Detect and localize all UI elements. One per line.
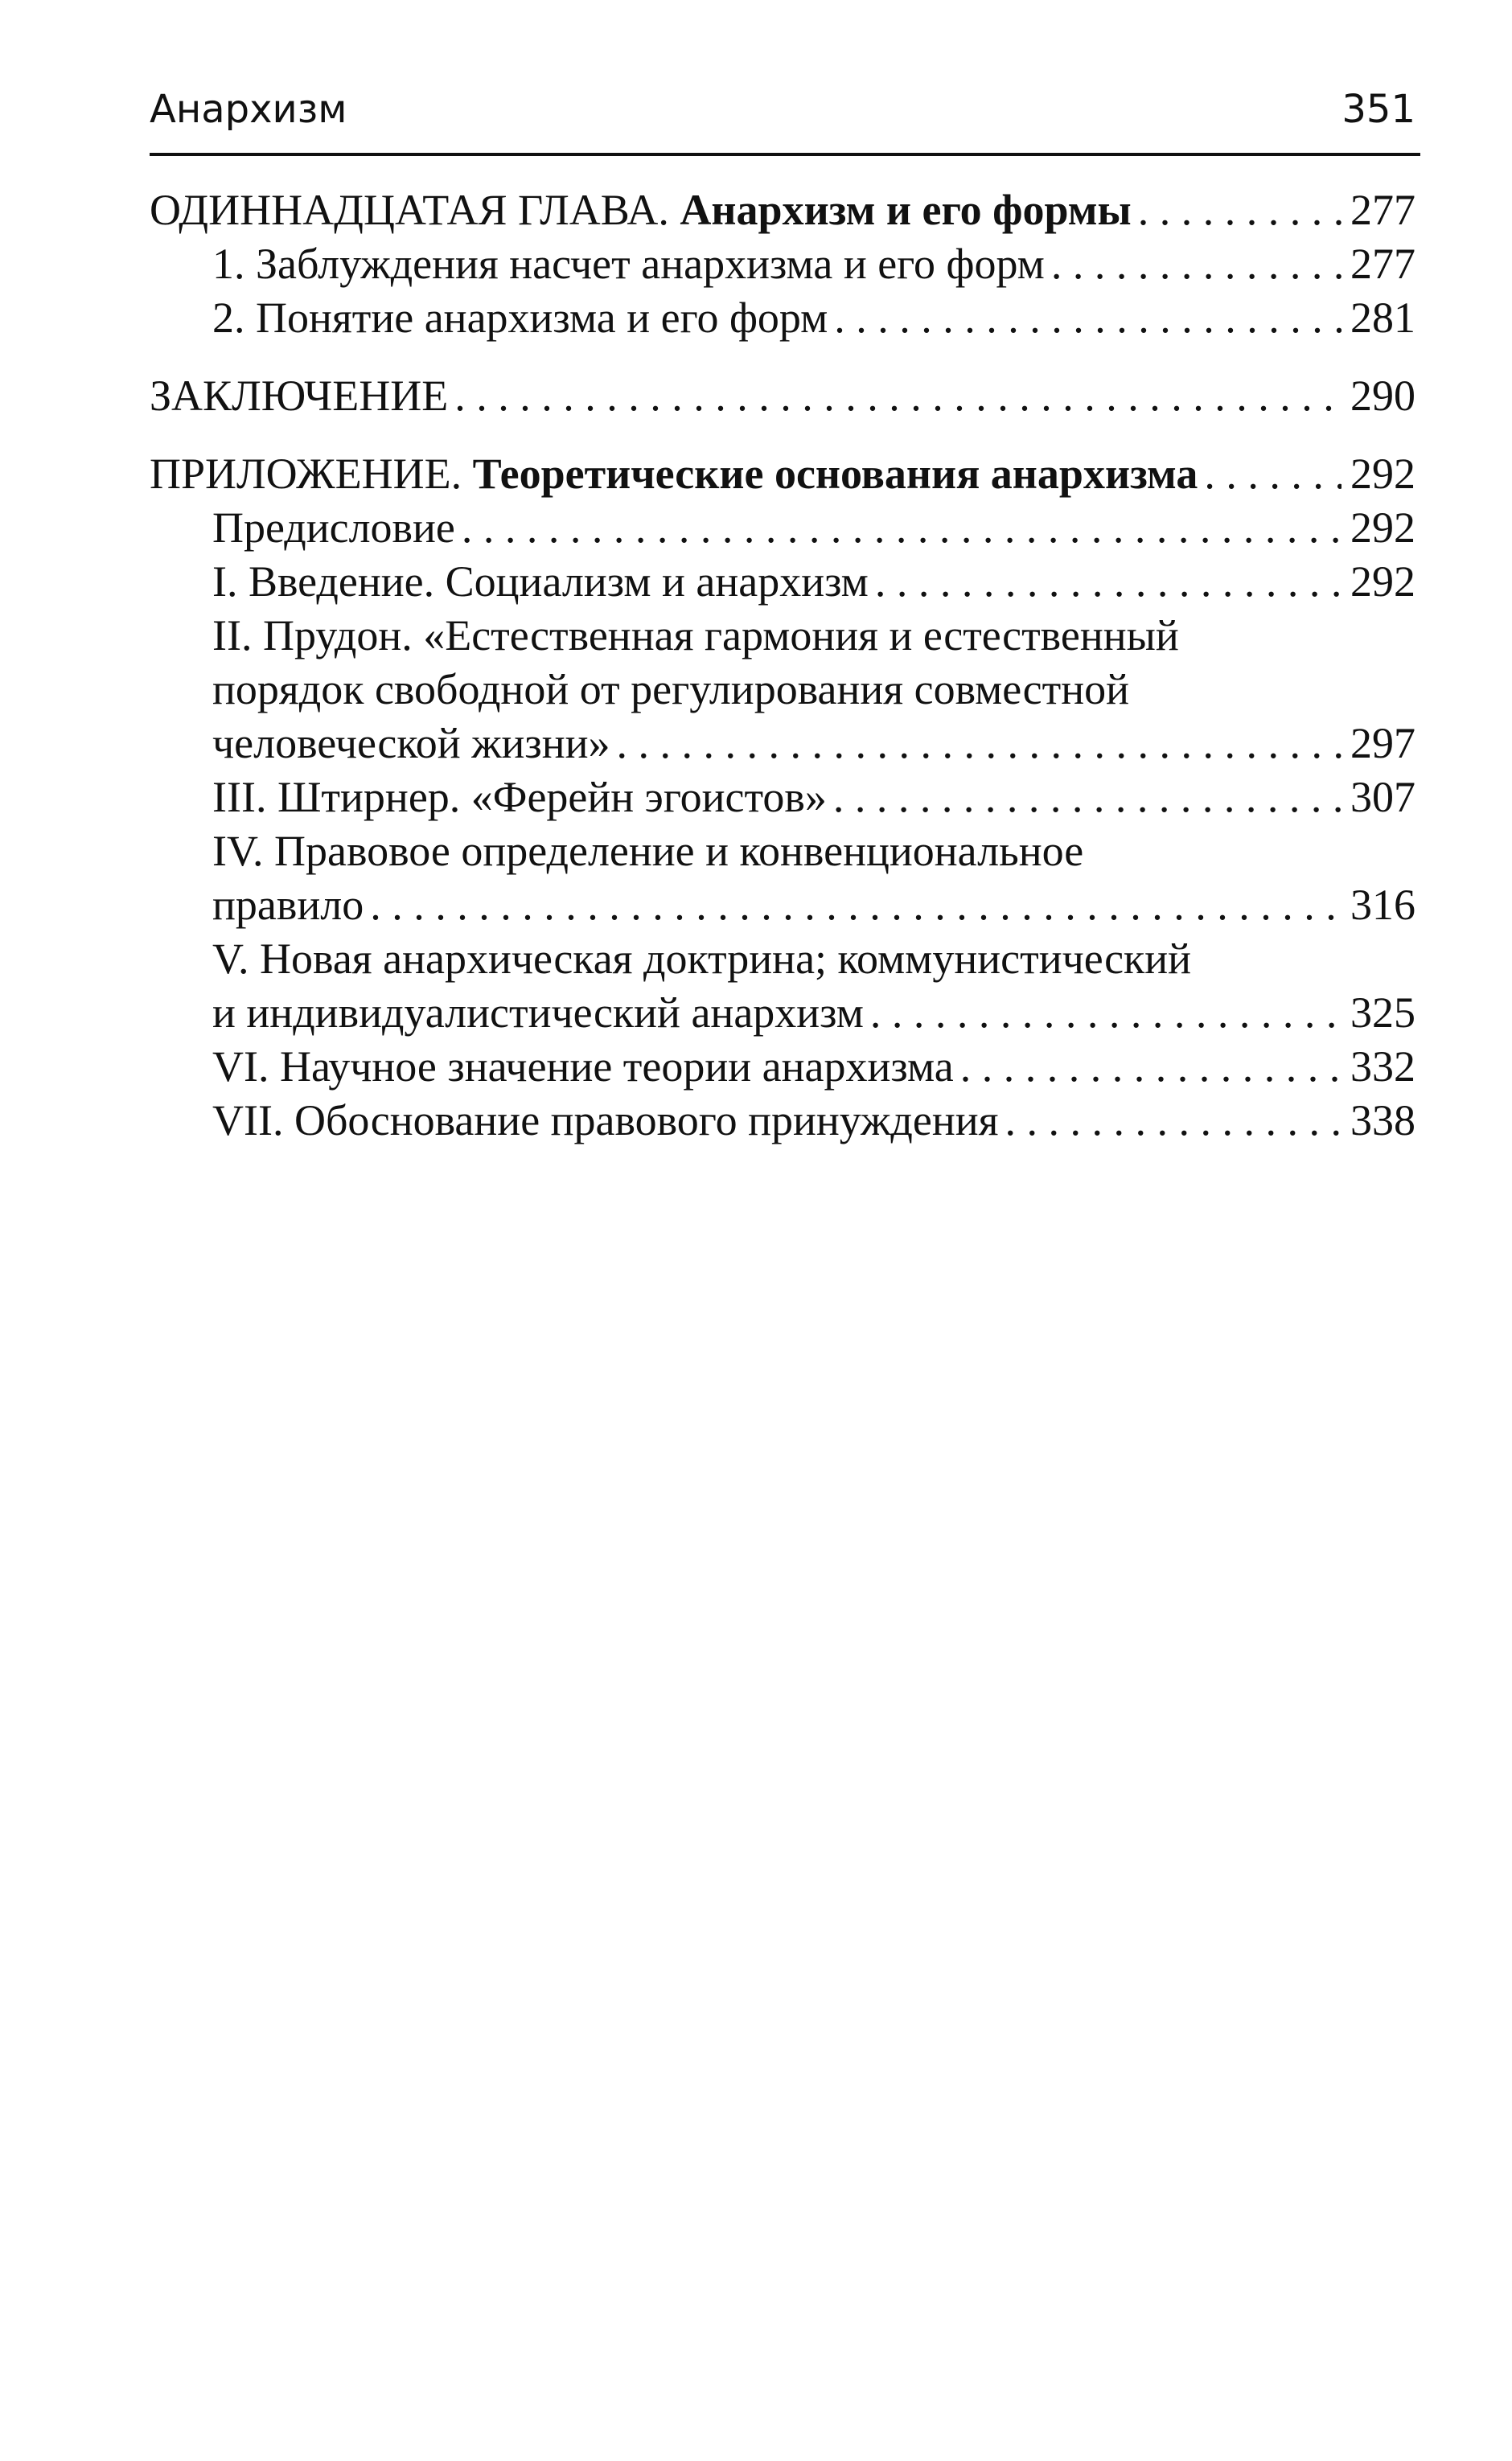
toc-page-ref: 297 [1350,719,1415,767]
toc-page-ref: 292 [1350,503,1415,552]
dot-leader [1138,183,1341,237]
toc-entry-title-line: порядок свободной от регулирования совместной [212,665,1129,713]
toc-entry-label: ОДИННАДЦАТАЯ ГЛАВА. [150,186,680,234]
dot-leader [1005,1094,1341,1148]
toc-page-ref: 281 [1350,294,1415,342]
toc-page-ref: 307 [1350,773,1415,821]
toc-entry-section-11-1[interactable] [150,237,1415,291]
table-of-contents [150,183,1415,1148]
toc-entry-title-line: V. Новая анархическая доктрина; коммунистический [212,935,1192,983]
page-number: 351 [1341,87,1415,132]
dot-leader [1051,237,1341,291]
toc-entry-last-line [150,986,1415,1040]
dot-leader [462,501,1341,555]
toc-entry-title: правило [212,881,364,929]
toc-entry-section-v[interactable] [150,932,1415,1040]
toc-entry-section-vi[interactable] [150,1040,1415,1094]
running-header [150,74,1420,156]
toc-entry-conclusion[interactable] [150,369,1415,423]
toc-page-ref: 292 [1350,557,1415,606]
toc-entry-section-iv[interactable] [150,824,1415,932]
toc-entry-title: ЗАКЛЮЧЕНИЕ [150,372,449,420]
toc-entry-title: 1. Заблуждения насчет анархизма и его форм [212,240,1045,288]
toc-page-ref: 316 [1350,881,1415,929]
toc-entry-title: I. Введение. Социализм и анархизм [212,557,869,606]
toc-entry-bold-title: Теоретические основания анархизма [472,450,1198,498]
toc-entry-section-iii[interactable] [150,770,1415,824]
toc-entry-title: и индивидуалистический анархизм [212,988,864,1037]
toc-entry-appendix[interactable] [150,447,1415,501]
toc-entry-section-11-2[interactable] [150,291,1415,345]
dot-leader [834,291,1341,345]
toc-entry-title: VI. Научное значение теории анархизма [212,1042,954,1091]
toc-entry-section-vii[interactable] [150,1094,1415,1148]
dot-leader [833,770,1341,824]
dot-leader [370,878,1341,932]
toc-entry-title-line: II. Прудон. «Естественная гармония и естественный [212,611,1179,659]
toc-entry-last-line [150,878,1415,932]
toc-entry-title-line: IV. Правовое определение и конвенциональное [212,827,1084,875]
dot-leader [960,1040,1341,1094]
toc-entry-title [150,447,1198,501]
dot-leader [454,369,1341,423]
toc-entry-preface[interactable] [150,501,1415,555]
toc-entry-title [150,183,1132,237]
dot-leader [1204,447,1341,501]
dot-leader [870,986,1341,1040]
toc-entry-section-i[interactable] [150,555,1415,609]
toc-page-ref: 338 [1350,1096,1415,1144]
dot-leader [617,717,1341,770]
toc-page-ref: 292 [1350,450,1415,498]
toc-entry-chapter-11[interactable] [150,183,1415,237]
toc-page-ref: 290 [1350,372,1415,420]
toc-entry-section-ii[interactable] [150,609,1415,770]
dot-leader [875,555,1341,609]
toc-entry-title: человеческой жизни» [212,719,610,767]
toc-page-ref: 277 [1350,240,1415,288]
toc-page-ref: 332 [1350,1042,1415,1091]
toc-entry-last-line [150,717,1415,770]
toc-page-ref: 325 [1350,988,1415,1037]
toc-entry-title: 2. Понятие анархизма и его форм [212,294,828,342]
toc-entry-title: VII. Обоснование правового принуждения [212,1096,999,1144]
toc-entry-title: III. Штирнер. «Ферейн эгоистов» [212,773,827,821]
running-title: Анархизм [150,87,347,132]
toc-entry-label: ПРИЛОЖЕНИЕ. [150,450,473,498]
toc-entry-title: Предисловие [212,503,455,552]
toc-page-ref: 277 [1350,186,1415,234]
toc-entry-bold-title: Анархизм и его формы [680,186,1132,234]
